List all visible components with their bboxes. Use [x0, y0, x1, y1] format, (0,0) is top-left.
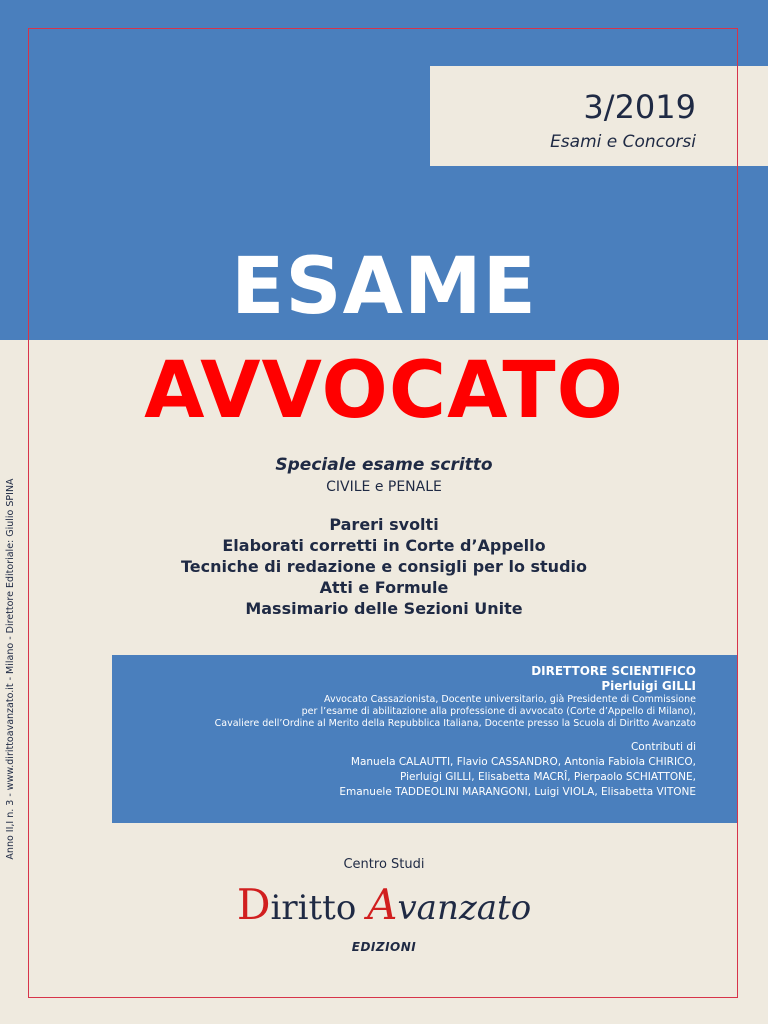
special-heading: Speciale esame scritto	[275, 455, 493, 475]
topic-item: Pareri svolti	[329, 515, 439, 534]
director-desc-line: Avvocato Cassazionista, Docente universitario, già Presidente di Commissione	[324, 694, 696, 705]
title-avvocato: AVVOCATO	[144, 346, 624, 436]
issue-number: 3/2019	[583, 88, 696, 126]
director-desc-line: Cavaliere dell’Ordine al Merito della Repubblica Italiana, Docente presso la Scuola di Diritto Avanzato	[214, 718, 696, 729]
contributors-line: Pierluigi GILLI, Elisabetta MACRÎ, Pierpaolo SCHIATTONE,	[400, 771, 696, 783]
special-subheading: CIVILE e PENALE	[326, 479, 442, 495]
title-esame: ESAME	[231, 242, 537, 332]
centro-studi-label: Centro Studi	[343, 857, 425, 872]
director-heading: DIRETTORE SCIENTIFICO	[531, 664, 696, 678]
topic-item: Elaborati corretti in Corte d’Appello	[222, 536, 546, 555]
director-box	[112, 655, 738, 823]
logo-avanzato-rest: vanzato	[397, 888, 532, 928]
issue-subtitle: Esami e Concorsi	[550, 132, 696, 152]
issue-box	[430, 66, 768, 166]
contributors-heading: Contributi di	[630, 741, 696, 753]
topic-item: Atti e Formule	[319, 578, 449, 597]
logo-a-initial: A	[367, 880, 398, 929]
topic-item: Tecniche di redazione e consigli per lo studio	[181, 557, 587, 576]
edizioni-label: EDIZIONI	[351, 940, 417, 954]
director-name: Pierluigi GILLI	[601, 679, 696, 693]
logo-diritto-rest: iritto	[270, 888, 368, 928]
director-desc-line: per l’esame di abilitazione alla professione di avvocato (Corte d’Appello di Milano),	[301, 706, 696, 717]
side-vertical-text: Anno II,I n. 3 - www.dirittoavanzato.it - Milano - Direttore Editoriale: Giulio SPINA	[5, 478, 16, 860]
contributors-line: Manuela CALAUTTI, Flavio CASSANDRO, Antonia Fabiola CHIRICO,	[350, 756, 696, 768]
topic-item: Massimario delle Sezioni Unite	[245, 599, 523, 618]
topics-list	[0, 514, 768, 619]
contributors-line: Emanuele TADDEOLINI MARANGONI, Luigi VIOLA, Elisabetta VITONE	[339, 786, 696, 798]
publisher-logo	[0, 880, 768, 929]
logo-d-initial: D	[236, 880, 271, 929]
